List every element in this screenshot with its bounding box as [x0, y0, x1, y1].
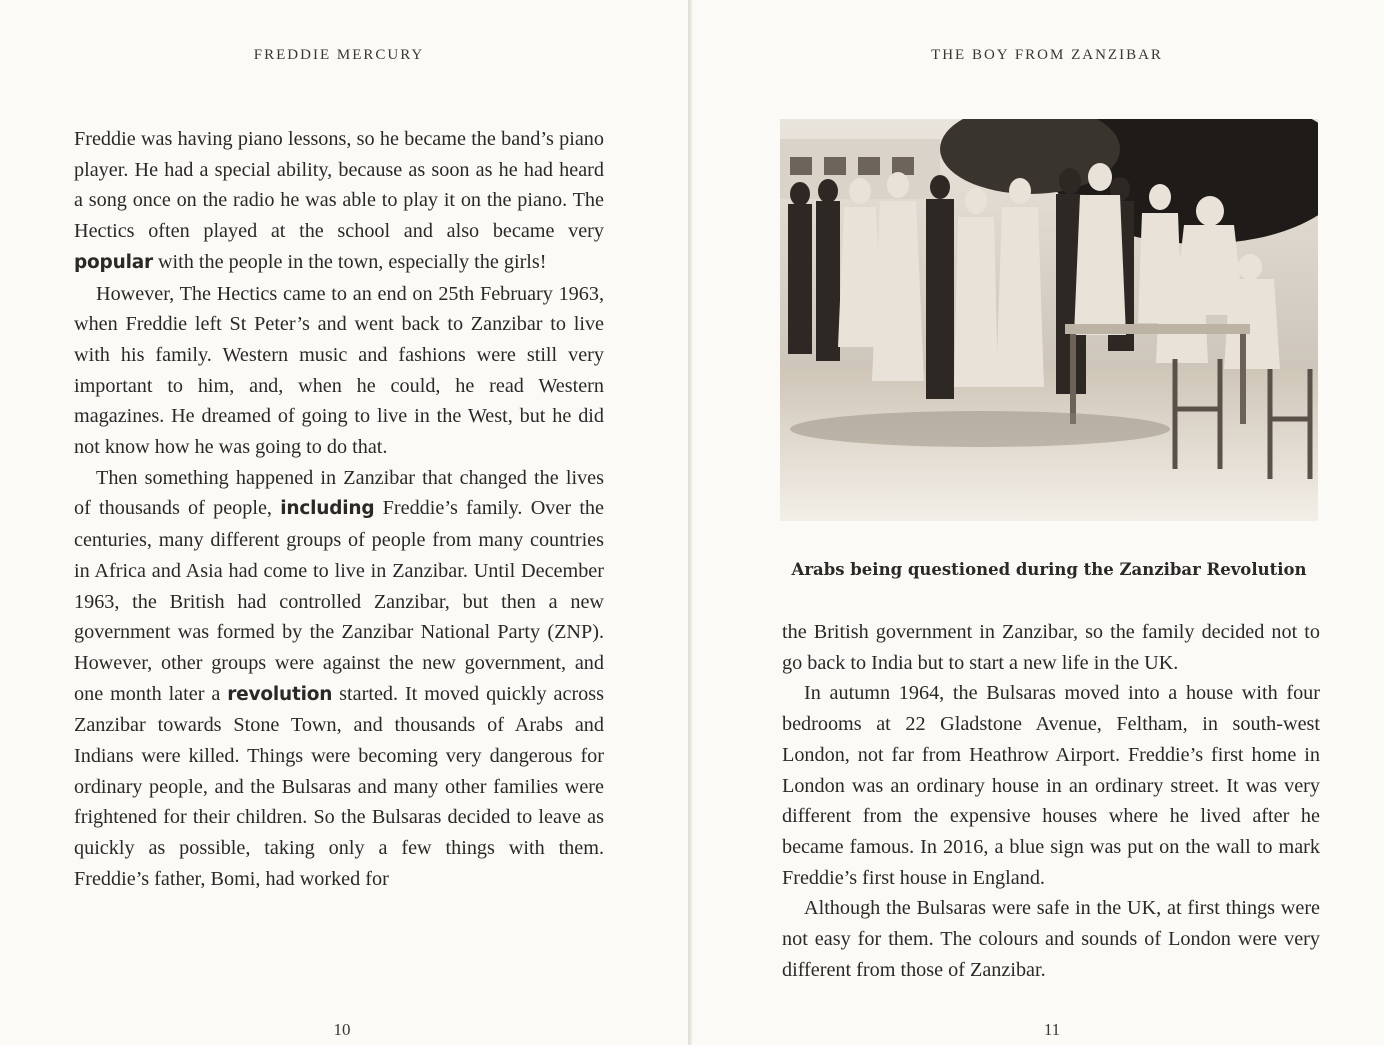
crowd-photo-illustration	[780, 119, 1318, 521]
text-run: However, The Hectics came to an end on 25th February 1963, when Freddie left St Peter’s and went back to Zanzibar to live with his family. Western music and fashions were still very important to him, and, when he could, he read Western magazines. He dreamed of going to live in the West, but he did not know how he was going to do that.	[74, 282, 604, 459]
page-number: 11	[1043, 1020, 1061, 1039]
running-head: THE BOY FROM ZANZIBAR	[931, 47, 1163, 63]
text-run: Freddie’s family. Over the centuries, many different groups of people from many countries in Africa and Asia had come to live in Zanzibar. Until December 1963, the British had controlled Zanzibar, but then a new government was formed by the Zanzibar National Party (ZNP). However, other groups were against the new government, and one month later a	[74, 497, 604, 705]
photo-caption: Arabs being questioned during the Zanzibar Revolution	[791, 560, 1307, 579]
text-run: Then something happened in Zanzibar that changed the lives of thousands of people,	[74, 466, 604, 520]
paragraph	[74, 279, 604, 463]
text-run: Freddie was having piano lessons, so he became the band’s piano player. He had a special ability, because as soon as he had heard a song once on the radio he was able to play it on the piano. The Hectics often played at the school and also became very	[74, 128, 604, 243]
text-run: started. It moved quickly across Zanzibar towards Stone Town, and thousands of Arabs and Indians were killed. Things were becoming very dangerous for ordinary people, and the Bulsaras and many other families were frightened for their children. So the Bulsaras decided to leave as quickly as possible, taking only a few things with them. Freddie’s father, Bomi, had worked for	[74, 682, 604, 890]
text-run: Although the Bulsaras were safe in the UK, at first things were not easy for them. The colours and sounds of London were very different from those of Zanzibar.	[782, 897, 1320, 981]
historical-photo	[780, 119, 1318, 521]
text-run: In autumn 1964, the Bulsaras moved into a house with four bedrooms at 22 Gladstone Avenue, Feltham, in south-west London, not far from Heathrow Airport. Freddie’s first home in London was an ordinary house in an ordinary street. It was very different from the expensive houses where he lived after he became famous. In 2016, a blue sign was put on the wall to mark Freddie’s first house in England.	[782, 682, 1320, 889]
body-text	[782, 617, 1320, 985]
paragraph	[782, 678, 1320, 893]
left-page	[0, 0, 688, 1045]
paragraph	[782, 617, 1320, 678]
paragraph	[782, 893, 1320, 985]
glossary-term: popular	[74, 251, 153, 273]
body-text	[74, 124, 604, 895]
text-run: with the people in the town, especially the girls!	[152, 250, 547, 273]
glossary-term: revolution	[227, 683, 333, 705]
text-run: the British government in Zanzibar, so the family decided not to go back to India but to start a new life in the UK.	[782, 621, 1320, 674]
running-head: FREDDIE MERCURY	[253, 47, 425, 63]
right-page	[692, 0, 1384, 1045]
paragraph	[74, 124, 604, 279]
page-number: 10	[333, 1020, 351, 1039]
paragraph	[74, 463, 604, 895]
glossary-term: including	[280, 498, 375, 520]
